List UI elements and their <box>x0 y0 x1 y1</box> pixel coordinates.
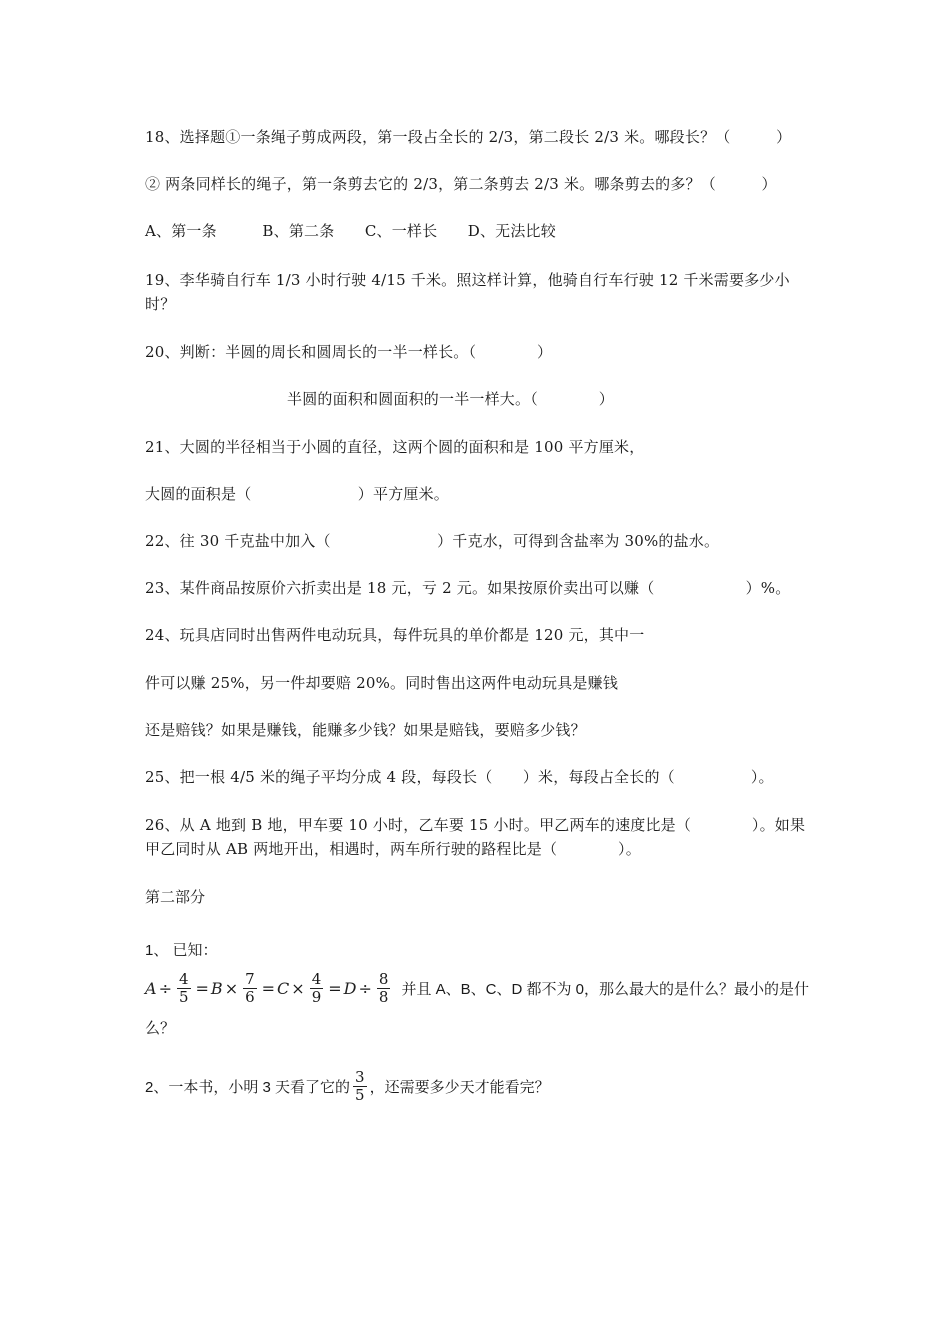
fraction-3-5 <box>353 1069 367 1104</box>
q25-text: 25、把一根 4/5 米的绳子平均分成 4 段，每段长（ ）米，每段占全长的（ ）。 <box>145 768 774 786</box>
div-sign: ÷ <box>158 978 172 998</box>
fraction-numerator: 4 <box>178 969 189 988</box>
q18-line1: 18、选择题①一条绳子剪成两段，第一段占全长的 2/3，第二段长 2/3 米。哪段长？（ ） <box>145 128 792 146</box>
q18-line2: ② 两条同样长的绳子，第一条剪去它的 2/3，第二条剪去 2/3 米。哪条剪去的多？（ ） <box>145 175 777 193</box>
fraction-denominator: 5 <box>355 1085 365 1104</box>
div-sign: ÷ <box>358 978 372 998</box>
q20-line2: 半圆的面积和圆面积的一半一样大。（ ） <box>287 390 614 408</box>
q24-line3: 还是赔钱？如果是赚钱，能赚多少钱？如果是赔钱，要赔多少钱？ <box>145 721 586 739</box>
fraction-denominator: 8 <box>378 987 389 1006</box>
fraction-4-5 <box>177 971 191 1006</box>
part2-q2-before: 2、一本书，小明 3 天看了它的 <box>145 1078 351 1096</box>
fraction-denominator: 6 <box>245 987 255 1006</box>
fraction-7-6 <box>243 971 257 1006</box>
part2-q1-formula <box>145 966 809 1010</box>
q24-line2: 件可以赚 25%，另一件却要赔 20%。同时售出这两件电动玩具是赚钱 <box>145 674 619 692</box>
var-a: A <box>145 978 157 998</box>
fraction-denominator: 9 <box>311 987 322 1006</box>
part2-q2 <box>145 1064 550 1108</box>
part2-q1-tail: 么？ <box>145 1020 176 1037</box>
var-d: D <box>343 978 357 998</box>
var-c: C <box>277 978 290 998</box>
part2-q1-label: 1、 已知： <box>145 942 218 959</box>
fraction-numerator: 8 <box>378 969 389 988</box>
q20-line1: 20、判断：半圆的周长和圆周长的一半一样长。（ ） <box>145 343 553 361</box>
var-b: B <box>210 978 223 998</box>
fraction-numerator: 4 <box>311 969 322 988</box>
q18-options: A、第一条 B、第二条 C、一样长 D、无法比较 <box>145 222 556 240</box>
q21-line2: 大圆的面积是（ ）平方厘米。 <box>145 485 450 503</box>
q22-text: 22、往 30 千克盐中加入（ ）千克水，可得到含盐率为 30%的盐水。 <box>145 532 720 550</box>
q21-line1: 21、大圆的半径相当于小圆的直径，这两个圆的面积和是 100 平方厘米， <box>145 438 645 456</box>
fraction-4-9 <box>310 971 324 1006</box>
part2-title: 第二部分 <box>145 888 206 906</box>
times-sign: × <box>224 978 239 998</box>
equals-sign: = <box>261 978 276 998</box>
equals-sign: = <box>328 978 342 998</box>
times-sign: × <box>291 978 305 998</box>
equals-sign: = <box>195 978 209 998</box>
fraction-8-8 <box>377 971 391 1006</box>
fraction-numerator: 3 <box>355 1067 365 1086</box>
fraction-denominator: 5 <box>178 987 189 1006</box>
q19-text: 19、李华骑自行车 1/3 小时行驶 4/15 千米。照这样计算，他骑自行车行驶 12 千米需要多少小时？ <box>145 271 790 313</box>
q24-line1: 24、玩具店同时出售两件电动玩具，每件玩具的单价都是 120 元，其中一 <box>145 626 645 644</box>
q26-text: 26、从 A 地到 B 地，甲车要 10 小时，乙车要 15 小时。甲乙两车的速度比是（ ）。如果甲乙同时从 AB 两地开出，相遇时，两车所行驶的路程比是（ ）。 <box>145 816 806 858</box>
part2-q2-after: ，还需要多少天才能看完？ <box>369 1078 550 1096</box>
fraction-numerator: 7 <box>245 969 255 988</box>
q23-text: 23、某件商品按原价六折卖出是 18 元，亏 2 元。如果按原价卖出可以赚（ ）%。 <box>145 579 791 597</box>
part2-q1-question: 并且 A、B、C、D 都不为 0，那么最大的是什么？最小的是什 <box>401 980 809 998</box>
